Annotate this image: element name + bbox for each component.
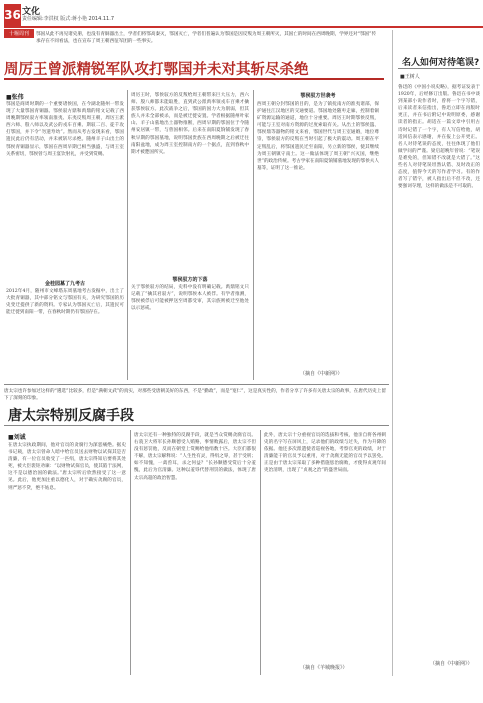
sidebar-author: ■王树人	[400, 74, 420, 80]
section-title: 文化	[22, 7, 41, 17]
lead-paragraph: 鄂国从此不再见诸史册，也没有青铜器出土，学者们将鄂高秦灭，鄂国灭亡，学者们普遍认为鄂国是因反叛为周王朝所灭，其国亡的时间在西周晚期，学界还对“鄂国”传承存在不同看法，也在宣布了周王朝西征军团的一些事实。	[36, 32, 377, 44]
second-article-headline: 唐太宗特别反腐手段	[8, 408, 134, 424]
column-1-subheading: 金桂园墓了九考古	[44, 281, 85, 287]
second-article-column-2: 唐太宗还有一种独特的反腐手段，就是当众赏赐贪腐官员。右骁卫大将军长孙顺德受人贿赂，事情败露后，唐太宗不但没有惩罚他，反而在朝堂上赏赐给他绢数十匹。大臣们都很不解，唐太宗解释说：“人生性有灵，得绢之辱，甚于受刑；如不知愧，一禽兽耳，杀之何益？”长孙顺德受赏后十分羞愧，此后为官清廉。这种以羞辱代替刑罚的做法，体现了唐太宗高超的政治智慧。	[134, 433, 256, 481]
second-article-column-3: 此外，唐太宗十分重视官员的选拔和考核，他亲自将各州刺史的名字写在屏风上，记录他们的政绩与过失，作为升降的依据。他还多次派遣使者巡视各地，考察官吏的政绩，对于清廉能干的官员予以重用，对于贪腐无能的官员予以罢免。正是由于唐太宗采取了多种措施惩治腐败，才使得贞观年间吏治清明，出现了“贞观之治”的盛世局面。	[264, 433, 386, 474]
article-author: ■张伟	[6, 94, 24, 101]
column-divider	[253, 90, 254, 380]
page-meta: 责任编辑:李洪权 版式:蒋小艳 2014.11.7	[22, 16, 114, 22]
column-divider	[130, 430, 131, 675]
second-article-lead: 唐太宗也许参加过这样的“遴选”比较多，但是“满朝文武”的真实，对那些受唐朝美好的东西，不是“勤政”，而是“宽仁”，这是真实性的，作者分享了许多有关唐太宗的故事，在唐代历史上留下了深刻的印象。	[4, 389, 386, 401]
article-column-2-continued: 关于鄂侯驭方的结局，史料中没有明确记载。禹鼎铭文只记载了“擒其君驭方”，说明鄂侯本人被俘。有学者推测，鄂侯被俘后可能被押送至周都受审，其宗族则被迁至他处以示惩戒。	[131, 285, 249, 312]
second-article-author: ■刘诚	[8, 434, 26, 441]
header-rule	[4, 26, 483, 28]
article-column-1: 鄂国是商周时期的一个重要诸侯国，在今湖北随州一带发现了大量鄂国青铜器。鄂侯驭方鼎和禹鼎的铭文记载了西周晚期鄂侯驭方率领南淮夷、东夷反叛周王朝，周厉王派西六师、殷八师以及武公的戎车百乘、斯驭二百、徒千攻打鄂国，并下令“勿遗寿幼”。然而从考古发现来看，鄂国遗民此后仍有活动，并未被斩尽杀绝。随州羊子山出土的鄂侯青铜器显示，鄂国在西周早期已相当强盛，与周王室关系密切，鄂侯曾与周王宴饮射礼，并受到赏赐。	[6, 102, 124, 157]
article-column-1-continued: 2012年4月，随州市文峰塔东周墓地考古发掘中，出土了大批青铜器，其中部分铭文与鄂国有关，为研究鄂国的历史变迁提供了新的资料。专家认为鄂国灭亡后，其遗民可能迁徙到南阳一带，在春秋时期仍有鄂国存在。	[6, 289, 124, 316]
sidebar-title-rule	[398, 68, 480, 69]
main-headline: 周厉王曾派精锐军队攻打鄂国并未对其斩尽杀绝	[4, 62, 309, 78]
column-divider	[260, 430, 261, 675]
column-band-label: 十堰周刊	[4, 29, 34, 38]
sidebar-source: （摘自《中新网》）	[430, 661, 473, 667]
second-article-column-1: 在唐太宗执政期间，他对官员的贪腐行为深恶痛绝。据史书记载，唐太宗曾命人暗中给官员送去财物以试探其是否清廉，有一位官员收受了一匹绢，唐太宗得知后要将其处死，被大臣裴矩劝谏：“以财物试探官员，使其陷于法网，这不是以德治国的做法。”唐太宗听后欣然接受了这一意见。此后，他更加注重以德化人，对于确实贪腐的官员，则严惩不贷，绝不姑息。	[8, 443, 126, 491]
sidebar-title: 名人如何对待笔误?	[402, 58, 480, 68]
article-source: （摘自《中新网》）	[300, 371, 343, 377]
column-divider	[127, 90, 128, 380]
column-3-subheading: 鄂侯驭方世袭考	[300, 93, 336, 99]
column-2-subheading: 鄂侯驭方的下落	[172, 277, 208, 283]
sidebar-article: 鲁迅的《中国小说史略》，据考证发表于1920年，后经修订出版。鲁迅在书中谈到某部小说作者时，曾将一个字写错，后来读者来信指出，鲁迅立即在再版时更正，并在书后附记中说明原委，感谢读者的指正。胡适在一篇文章中引用古诗时记错了一个字，有人写信给他，胡适回信表示感谢，并在报上公开更正。名人对待笔误的态度，往往体现了他们做学问的严谨。梁启超晚年曾说：“笔误是难免的，但知错不改就是大错了。”这些名人对待笔误坦然认错、及时改正的态度，值得今天的写作者学习。有的作者写了错字，被人指出后不但不改，还要强词夺理，这样的做法是不可取的。	[398, 85, 480, 190]
section-divider	[4, 384, 389, 385]
article-column-2: 周厉王时，鄂侯驭方的反叛给周王朝带来巨大压力，西六师、殷八师都未能取胜，直到武公派禹率领戎车百乘才擒获鄂侯驭方。此次战争之后，鄂国的国力大为削弱，但其族人并未全部被杀，而是被迁徙安置。学者根据随州叶家山、羊子山墓地出土器物推断，西周早期的鄂国位于今随州安居镇一带，与曾国相邻。后来在南阳夏饷铺发现了春秋早期的鄂国墓地，说明鄂国贵族在西周晚期之后被迁往南阳盆地，成为周王室控制南方的一个据点，直到春秋中期才被楚国所灭。	[131, 93, 249, 155]
second-headline-rule	[4, 425, 389, 426]
page-number-badge: 36	[4, 4, 21, 26]
headline-rule	[4, 78, 384, 80]
article-column-3: 西周王朝分封鄂国的目的，是为了镇抚南方的淮夷诸部，保护通往江汉地区的交通要道。鄂国地处随枣走廊，控制着铜矿资源运输的通道，地位十分重要。周厉王时期鄂侯反叛，可能与王室对南方资源的过度索取有关。从出土的鄂侯簋、鄂侯鼎等器物的铭文来看，鄂国世代与周王室通婚，地位尊崇，鄂侯驭方的反叛在当时引起了极大的震动。周王朝在平定叛乱后，将鄂国遗民迁至南阳，另立新的鄂侯，使其继续为周王朝镇守南土。这一做法体现了周王朝“兴灭国，继绝世”的政治传统。考古学家在南阳夏饷铺墓地发现的鄂侯夫人墓等，证明了这一推论。	[257, 102, 379, 171]
second-article-source: （摘自《羊城晚报》）	[300, 665, 348, 671]
sidebar-divider	[392, 30, 393, 676]
